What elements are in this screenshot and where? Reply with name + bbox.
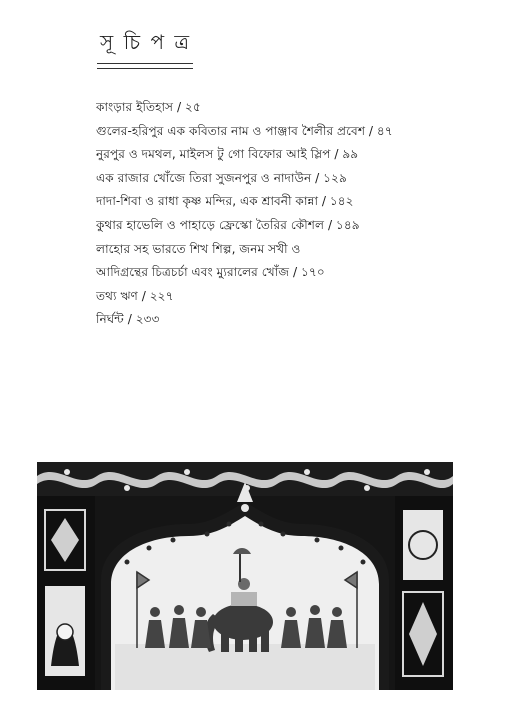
toc-entry: কুথার হাভেলি ও পাহাড়ে ফ্রেস্কো তৈরির কৌশল / ১৪৯ [96, 217, 360, 232]
title-underline-bottom [97, 68, 193, 69]
toc-entry: কাংড়ার ইতিহাস / ২৫ [96, 100, 201, 114]
title-underline-top [97, 63, 193, 64]
toc-entry: গুলের-হরিপুর এক কবিতার নাম ও পাঞ্জাব শৈলীর প্রবেশ / ৪৭ [96, 123, 393, 138]
toc-entry: লাহোর সহ ভারতে শিখ শিল্প, জনম সখী ও [96, 241, 301, 256]
toc-entry: তথ্য ঋণ / ২২৭ [96, 288, 174, 303]
toc-entry: আদিগ্রন্থের চিত্রচর্চা এবং ম্যুরালের খোঁজ / ১৭০ [96, 265, 325, 280]
toc-entry: দাদা-শিবা ও রাধা কৃষ্ণ মন্দির, এক শ্রাবনী কান্না / ১৪২ [96, 194, 354, 209]
page-title: সূ চি প ত্র [100, 30, 192, 54]
mural-illustration [37, 462, 453, 690]
mural-photograph [37, 462, 453, 690]
table-of-contents [96, 96, 506, 332]
toc-entry: এক রাজার খোঁজে তিরা সুজনপুর ও নাদাউন / ১২৯ [96, 170, 347, 185]
toc-entry: নুরপুর ও দমথল, মাইলস টু গো বিফোর আই স্লিপ / ৯৯ [96, 147, 359, 162]
toc-entry: নির্ঘন্ট / ২৩৩ [96, 312, 160, 327]
